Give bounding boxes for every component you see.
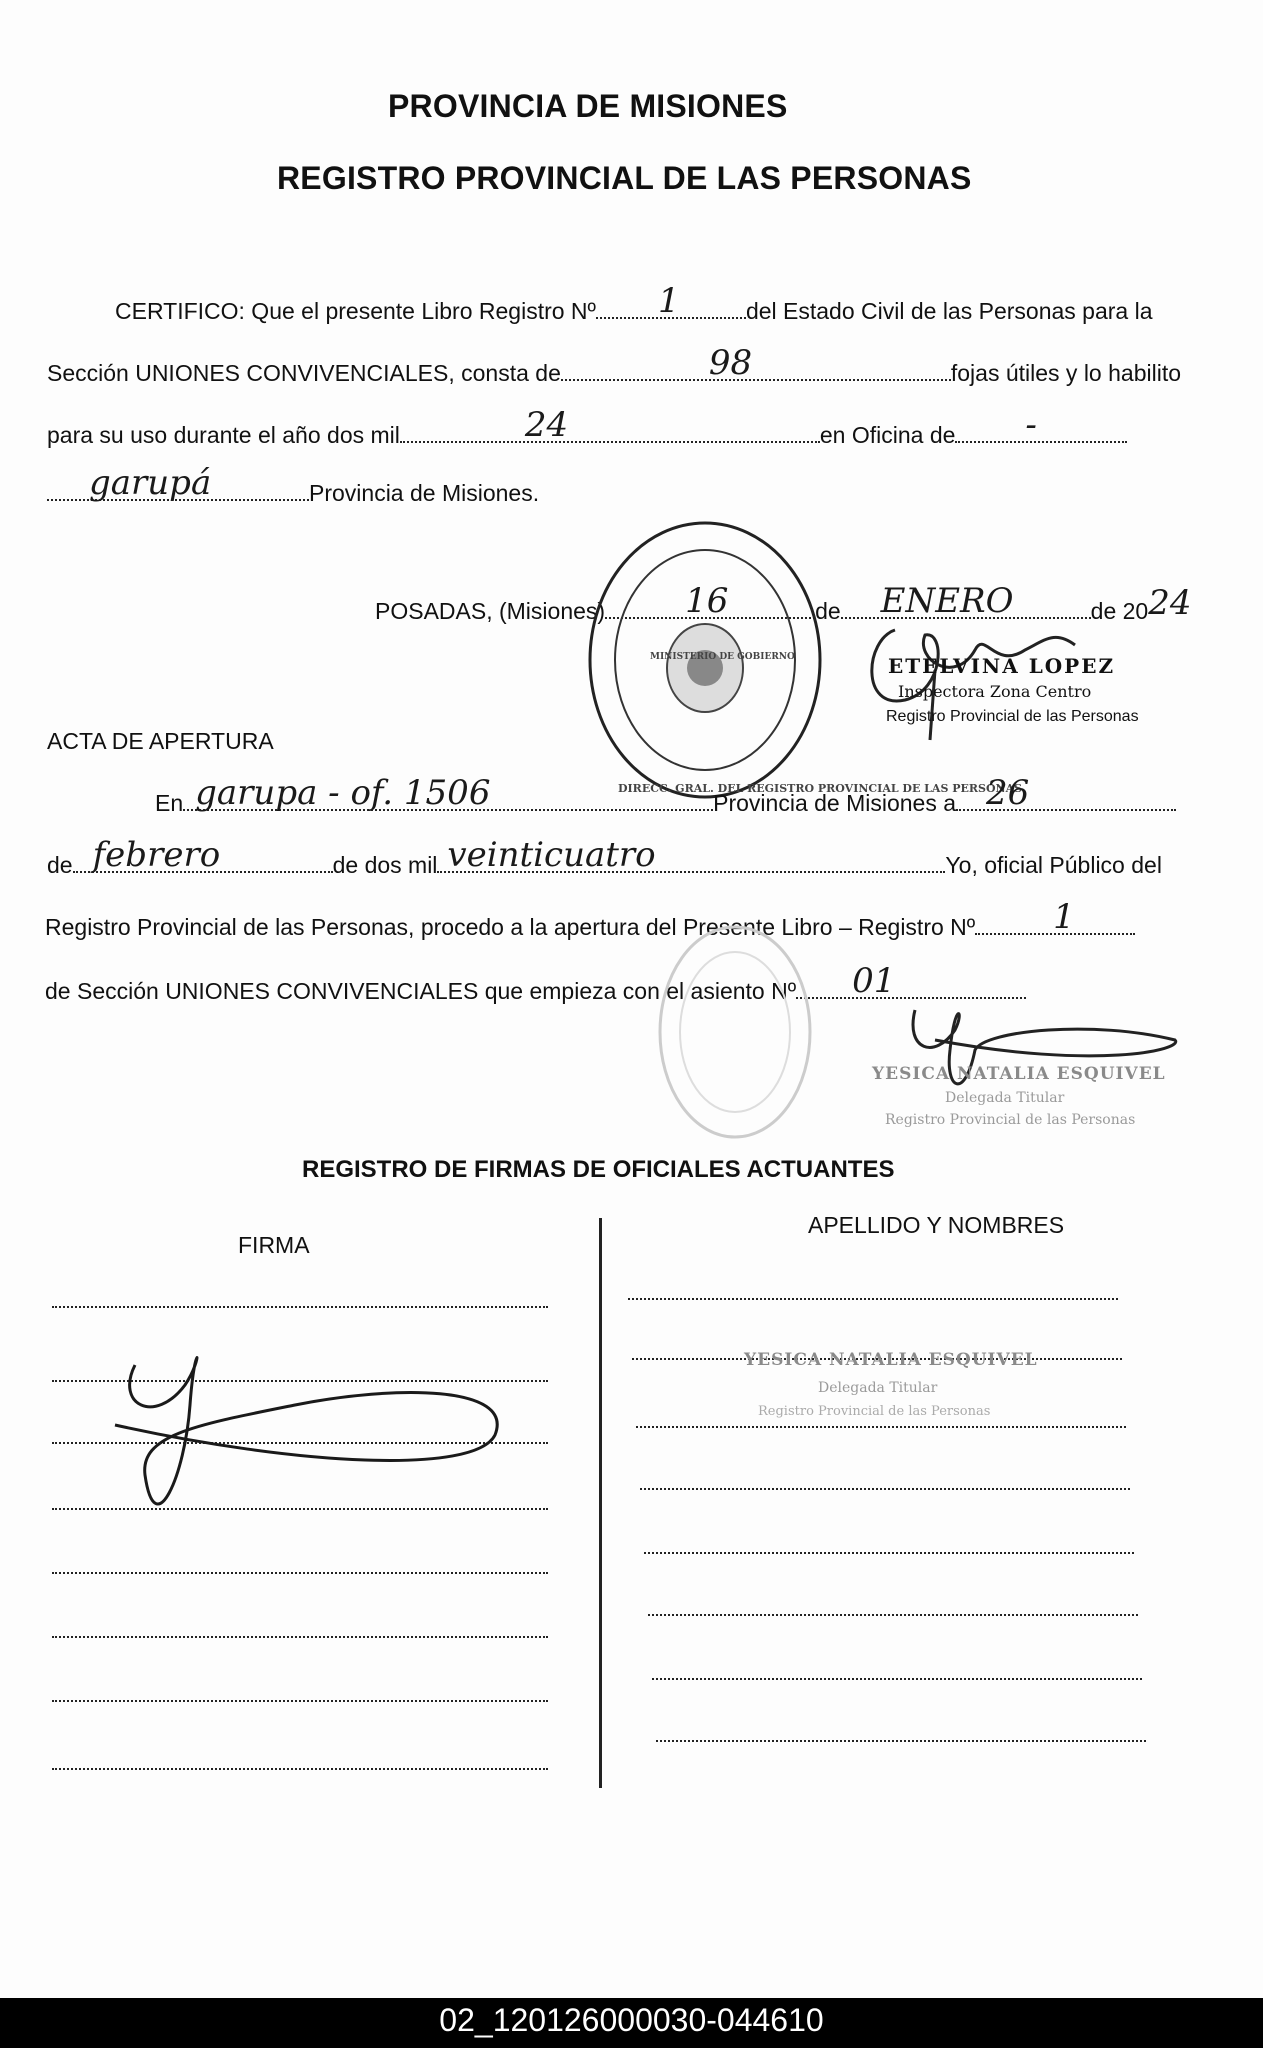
oficina-field: [955, 405, 1127, 445]
acta-line-2-text-c: Yo, oficial Público del: [945, 852, 1162, 878]
day-value: 16: [685, 581, 729, 621]
posadas-de-label: de: [815, 598, 841, 624]
cert-line-3-text-a: para su uso durante el año dos mil: [47, 422, 400, 448]
document-code: 02_120126000030-044610: [439, 2002, 824, 2038]
cert-line-2: [47, 343, 1181, 387]
column-separator: [599, 1218, 602, 1788]
document-title: PROVINCIA DE MISIONES: [388, 88, 788, 124]
acta-month-field: [73, 835, 333, 875]
year-suffix-value: 24: [1148, 583, 1192, 623]
oficina-value: -: [1025, 405, 1037, 445]
nombre-row-line: [640, 1488, 1130, 1490]
cert-line-3-text-b: en Oficina de: [819, 422, 956, 448]
cert-line-1-field: [596, 281, 746, 321]
acta-line-1-text-a: En: [155, 790, 184, 816]
localidad-field: [47, 463, 309, 503]
nombre-stamp-role: Delegada Titular: [818, 1380, 938, 1396]
seal-ring-text: DIRECC. GRAL. DEL REGISTRO PROVINCIAL DE LAS PERSONAS: [618, 782, 1023, 795]
acta-year-field: [437, 835, 945, 875]
stamp1-role: Inspectora Zona Centro: [898, 682, 1092, 701]
document-subtitle: REGISTRO PROVINCIAL DE LAS PERSONAS: [277, 160, 972, 196]
seal-inner-text: MINISTERIO DE GOBIERNO: [650, 652, 795, 662]
acta-libro-value: 1: [1053, 897, 1075, 937]
year-value: 24: [524, 405, 569, 445]
acta-year-value: veinticuatro: [447, 835, 656, 875]
acta-month-value: febrero: [92, 835, 221, 875]
nombre-row-line: [652, 1678, 1142, 1680]
nombre-row-line: [648, 1614, 1138, 1616]
stamp2-org: Registro Provincial de las Personas: [885, 1112, 1136, 1128]
firma-row-line: [52, 1572, 548, 1574]
cert-line-2-field: [561, 343, 951, 383]
fojas-value: 98: [708, 343, 753, 383]
cert-line-2-text-b: fojas útiles y lo habilito: [950, 360, 1181, 386]
stamp1-org: Registro Provincial de las Personas: [886, 708, 1139, 725]
nombre-row-line: [636, 1426, 1126, 1428]
acta-title: ACTA DE APERTURA: [47, 728, 274, 754]
acta-line-1-text-b: Provincia de Misiones a: [713, 790, 957, 816]
acta-day-field: [956, 773, 1176, 813]
nombre-row-line: [644, 1552, 1134, 1554]
acta-day-value: 26: [986, 773, 1030, 813]
cert-line-3: [47, 405, 1127, 449]
stamp2-name: YESICA NATALIA ESQUIVEL: [872, 1064, 1166, 1084]
acta-line-3-text-a: Registro Provincial de las Personas, procedo a la apertura del Presente Libro – Registro Nº: [45, 914, 976, 940]
acta-line-4-text-a: de Sección UNIONES CONVIVENCIALES que empieza con el asiento Nº: [45, 978, 797, 1004]
acta-libro-field: [975, 897, 1135, 937]
firma-signature: [95, 1325, 535, 1545]
cert-line-1: [115, 281, 1153, 325]
cert-line-2-text-a: Sección UNIONES CONVIVENCIALES, consta de: [47, 360, 561, 386]
faded-seal: [655, 922, 815, 1142]
nombre-row-line: [656, 1740, 1146, 1742]
lugar-value: garupa - of. 1506: [195, 773, 491, 813]
acta-line-2-text-b: de dos mil: [332, 852, 438, 878]
stamp1-name: ETELVINA LOPEZ: [888, 654, 1116, 678]
col-firma-header: FIRMA: [238, 1232, 310, 1258]
firmas-title: REGISTRO DE FIRMAS DE OFICIALES ACTUANTES: [302, 1156, 895, 1183]
nombre-row-line: [628, 1298, 1118, 1300]
footer-bar: [0, 1998, 1263, 2048]
nombre-stamp-org: Registro Provincial de las Personas: [758, 1404, 991, 1419]
cert-line-3-field: [400, 405, 820, 445]
acta-line-2-text-a: de: [47, 852, 73, 878]
cert-line-1-text-b: del Estado Civil de las Personas para la: [745, 298, 1153, 324]
firma-row-line: [52, 1306, 548, 1308]
cert-line-4-text-b: Provincia de Misiones.: [309, 480, 540, 506]
localidad-value: garupá: [89, 463, 212, 503]
acta-line-4: [45, 961, 1026, 1005]
cert-line-4: [47, 463, 540, 507]
firma-row-line: [52, 1768, 548, 1770]
month-value: ENERO: [880, 581, 1014, 621]
posadas-year-label: de 20: [1090, 598, 1149, 624]
stamp2-role: Delegada Titular: [945, 1090, 1065, 1106]
libro-number-value: 1: [657, 281, 680, 321]
acta-line-2: [47, 835, 1162, 879]
firma-row-line: [52, 1636, 548, 1638]
cert-line-1-text-a: CERTIFICO: Que el presente Libro Registro Nº: [115, 298, 596, 324]
nombre-stamp-name: YESICA NATALIA ESQUIVEL: [744, 1350, 1038, 1370]
acta-line-3: [45, 897, 1135, 941]
year-suffix-field: [1148, 583, 1192, 623]
firma-row-line: [52, 1700, 548, 1702]
lugar-field: [183, 773, 713, 813]
posadas-label: POSADAS, (Misiones): [375, 598, 606, 624]
col-nombre-header: APELLIDO Y NOMBRES: [808, 1212, 1065, 1238]
asiento-value: 01: [852, 961, 896, 1001]
